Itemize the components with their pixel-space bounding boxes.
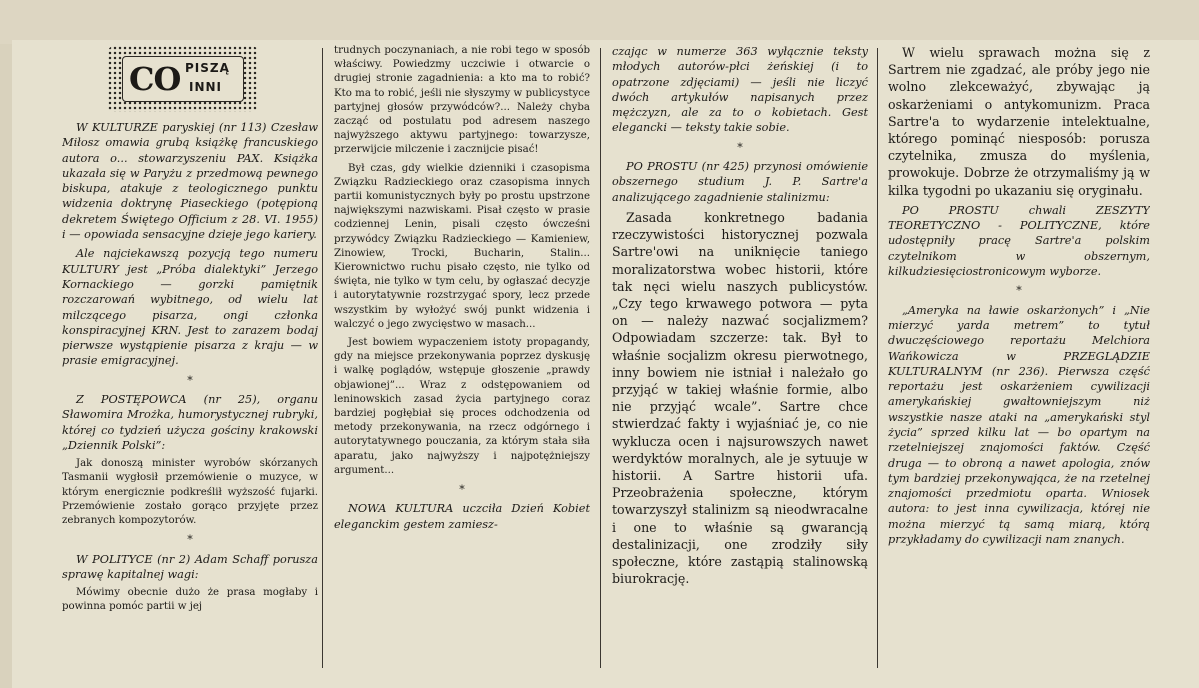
page-top-margin: [0, 0, 1199, 44]
separator-star: *: [187, 533, 193, 547]
column-rule-1: [322, 48, 323, 668]
article-paragraph: czając w numerze 363 wyłącznie teksty młodych autorów-płci żeńskiej (i to opatrzone zdjęciami) — jeśli nie liczyć dwóch artykułów napisanych przez mężczyzn, ale za to o kobietach. Gest elegancki — teksty takie sobie.: [612, 45, 868, 135]
article-paragraph: NOWA KULTURA uczciła Dzień Kobiet eleganckim gestem zamiesz-: [334, 502, 590, 531]
logo-inni: INNI: [189, 80, 223, 94]
separator-star: *: [1016, 284, 1022, 298]
article-quote: Zasada konkretnego badania rzeczywistości historycznej pozwala Sartre'owi na uniknięcie taniego moralizatorstwa wobec historii, które tak nęci wielu naszych publicystów. „Czy tego krwawego potwora — pyta on — należy nazwać socjalizmem? Odpowiadam szczerze: tak. Był to właśnie socjalizm okresu pierwotnego, inny bowiem nie istniał i należało go przyjąć w takiej właśnie formie, albo nie przyjąć wcale”. Sartre chce stwierdzać fakty i wyjaśniać je, co nie wyklucza ocen i najsurowszych nawet werdyktów moralnych, ale je sytuuje w historii. A Sartre historii ufa. Przeobrażenia społeczne, którym towarzyszył stalinizm są nieodwracalne i one to właśnie są gwarancją destalinizacji, one zrodziły siły społeczne, które zastąpią stalinowską biurokrację.: [612, 209, 868, 587]
article-quote: Mówimy obecnie dużo że prasa mogłaby i powinna pomóc partii w jej: [62, 587, 318, 613]
article-paragraph: W KULTURZE paryskiej (nr 113) Czesław Miłosz omawia grubą książkę francuskiego autora o... stowarzyszeniu PAX. Książka ukazała się w Paryżu z przedmową pewnego biskupa, atakuje z teologicznego punktu widzenia doktrynę Piaseckiego (potępioną dekretem Świętego Officium z 28. VI. 1955) i — opowiada sensacyjne dzieje jego kariery.: [62, 121, 318, 242]
column-2: [334, 44, 590, 684]
article-quote: W wielu sprawach można się z Sartrem nie zgadzać, ale próby jego nie wolno zlekceważyć, zbywając ją oskarżeniami o antykomunizm. Praca Sartre'a to wydarzenie intelektualne, którego pominąć niesposób: porusza czytelnika, zmusza do myślenia, prowokuje. Dobrze że otrzymaliśmy ją w kilka tygodni po ukazaniu się oryginału.: [888, 45, 1150, 198]
column-rule-2: [600, 48, 601, 668]
article-paragraph: W POLITYCE (nr 2) Adam Schaff porusza sprawę kapitalnej wagi:: [62, 552, 318, 581]
logo-pisza: PISZĄ: [185, 61, 230, 75]
separator-star: *: [187, 373, 193, 387]
separator-star: *: [737, 140, 743, 154]
article-quote: Jest bowiem wypaczeniem istoty propagandy, gdy na miejsce przekonywania poprzez dyskusję i walkę poglądów, wstępuje głoszenie „prawdy objawionej”... Wraz z odstępowaniem od leninowskich zasad życia partyjnego coraz bardziej pogłębiał się proces odchodzenia od metody przekonywania, na rzecz odgórnego i autorytatywnego pouczania, za którym stała siła aparatu, jako najwyższy i najpotężniejszy argument...: [334, 337, 590, 476]
logo-co: CO: [129, 60, 181, 98]
article-paragraph: Ale najciekawszą pozycją tego numeru KULTURY jest „Próba dialektyki” Jerzego Kornackiego — gorzki pamiętnik rozczarowań wybitnego, od wielu lat milczącego pisarza, ongi członka konspiracyjnej KRN. Jest to zarazem bodaj pierwsze wystąpienie pisarza z kraju — w prasie emigracyjnej.: [62, 247, 318, 368]
column-1: [62, 44, 318, 684]
column-4: [888, 44, 1150, 684]
article-quote: Jak donoszą minister wyrobów skórzanych Tasmanii wygłosił przemówienie o muzyce, w którym energicznie podkreślił wyższość fujarki. Przemówienie zostało gorąco przyjęte przez zebranych kompozytorów.: [62, 458, 318, 527]
article-quote: Był czas, gdy wielkie dzienniki i czasopisma Związku Radzieckiego oraz czasopisma innych partii komunistycznych były po prostu upstrzone największymi nazwiskami. Pisał często w prasie codziennej Lenin, pisali często ówcześni przywódcy Związku Radzieckiego — Kamieniew, Zinowiew, Trocki, Bucharin, Stalin... Kierownictwo ruchu pisało często, nie tylko od święta, nie tylko w tym celu, by ogłaszać decyzje i autorytatywnie rozstrzygać spory, lecz przede wszystkim by wyłożyć swój punkt widzenia i walczyć o jego zwycięstwo w masach...: [334, 162, 590, 330]
article-paragraph: „Ameryka na ławie oskarżonych” i „Nie mierzyć yarda metrem” to tytuł dwuczęściowego reportażu Melchiora Wańkowicza w PRZEGLĄDZIE KULTURALNYM (nr 236). Pierwsza część reportażu jest oskarżeniem cywilizacji amerykańskiej gwałtowniejszym niż wszystkie nasze ataki na „amerykański styl życia” sprzed kilku lat — bo opartym na rzetelniejszej znajomości faktów. Część druga — to obroną a nawet apologia, znów tym bardziej przekonywająca, że na rzetelnej znajomości przedmiotu oparta. Wniosek autora: to jest inna cywilizacja, której nie można mierzyć tą samą miarą, którą przykładamy do cywilizacji nam znanych.: [888, 303, 1150, 547]
separator-star: *: [459, 483, 465, 497]
column-3: [612, 44, 868, 684]
article-paragraph: PO PROSTU chwali ZESZYTY TEORETYCZNO - POLITYCZNE, które udostępniły pracę Sartre'a polskim czytelnikom w obszernym, kilkudziesięciostronicowym wyborze.: [888, 203, 1150, 279]
co-pisza-inni-logo: [108, 46, 258, 112]
column-rule-3: [877, 48, 878, 668]
article-paragraph: PO PROSTU (nr 425) przynosi omówienie obszernego studium J. P. Sartre'a analizującego zagadnienie stalinizmu:: [612, 160, 868, 204]
article-paragraph: Z POSTĘPOWCA (nr 25), organu Sławomira Mrożka, humorystycznej rubryki, której co tydzień użycza gościny krakowski „Dziennik Polski”:: [62, 393, 318, 452]
article-quote: trudnych poczynaniach, a nie robi tego w sposób właściwy. Powiedzmy uczciwie i otwarcie o drugiej stronie zagadnienia: a kto ma to robić? Kto ma to robić, jeśli nie słyszymy w publicystyce partyjnej głosów przywódców?... Należy chyba zacząć od postulatu pod adresem naszego najwyższego aktywu partyjnego: towarzysze, przerwijcie milczenie i zacznijcie pisać!: [334, 45, 590, 156]
